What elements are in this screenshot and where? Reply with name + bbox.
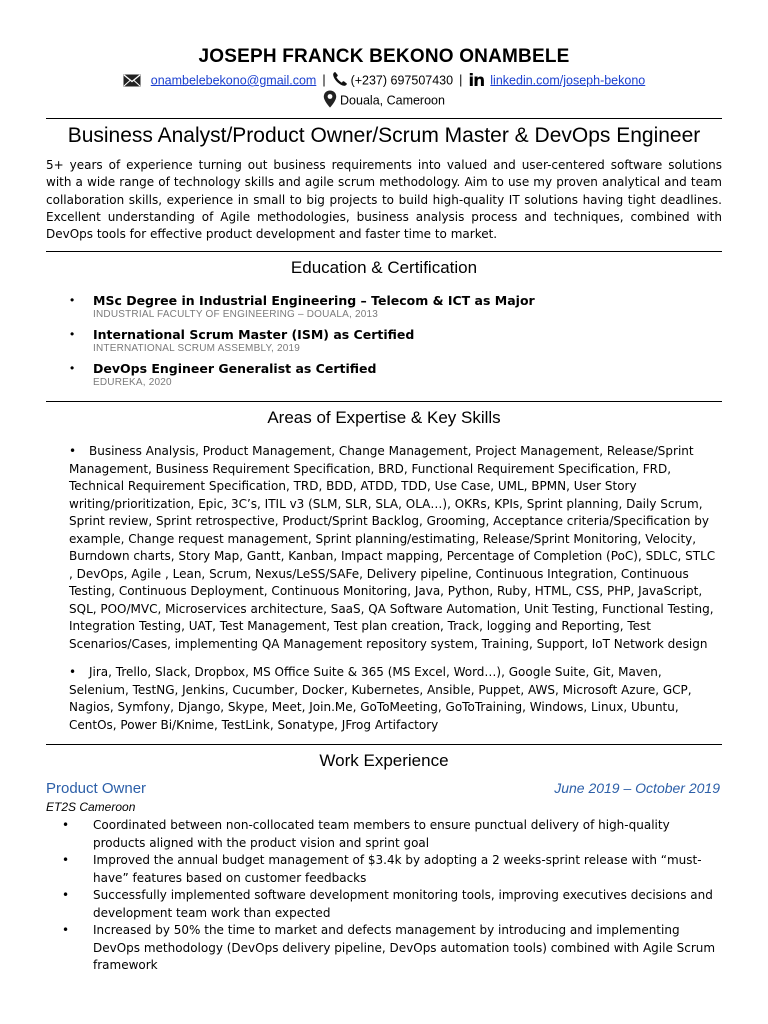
linkedin-icon: in (468, 71, 485, 91)
education-institution: INDUSTRIAL FACULTY OF ENGINEERING – DOUALA, 2013 (93, 309, 379, 320)
list-item (62, 887, 722, 922)
skills-text: Business Analysis, Product Management, Change Management, Project Management, Release/Sprint Management, Business Requirement Specification, BRD, Functional Requirement Specification, FRD, Technical Requirement Specification, TRD, BDD, ATDD, TDD, Use Case, UML, BPMN, User Story writing/prioritization, Epic, 3C’s, ITIL v3 (SLM, SLR, SLA, OLA…), OKRs, KPIs, Sprint planning, Daily Scrum, Sprint review, Sprint retrospective, Product/Sprint Backlog, Grooming, Acceptance criteria/Specification by example, Change request management, Sprint planning/estimating, Release/Sprint Monitoring, Velocity, Burndown charts, Story Map, Gantt, Kanban, Impact mapping, Percentage of Completion (PoC), SDLC, STLC , DevOps, Agile , Lean, Scrum, Nexus/LeSS/SAFe, Delivery pipeline, Continuous Integration, Continuous Testing, Continuous Deployment, Continuous Monitoring, Java, Python, Ruby, HTML, CSS, PHP, JavaScript, SQL, POO/MVC, Microservices architecture, SaaS, QA Software Automation, Unit Testing, Functional Testing, Integration Testing, UAT, Test Management, Test plan creation, Track, logging and Reporting, Test Scenarios/Cases, implementing QA Management repository system, Training, Support, IoT Network design (69, 444, 716, 651)
skills-paragraph (69, 664, 719, 734)
education-institution: INTERNATIONAL SCRUM ASSEMBLY, 2019 (93, 343, 301, 354)
bullet: • (70, 293, 75, 307)
envelope-icon (123, 74, 141, 87)
bullet: • (70, 361, 75, 375)
location-text: Douala, Cameroon (340, 93, 445, 108)
skills-text: Jira, Trello, Slack, Dropbox, MS Office Suite & 365 (MS Excel, Word…), Google Suite, Git, Maven, Selenium, TestNG, Jenkins, Cucumber, Docker, Kubernetes, Ansible, Puppet, AWS, Microsoft Azure, GCP, Nagios, Symfony, Django, Skype, Meet, Join.Me, GoToMeeting, GoToTraining, Windows, Linux, Ubuntu, CentOs, Power Bi/Knime, TestLink, Sonatype, JFrog Artifactory (69, 665, 692, 732)
contact-separator: | (322, 73, 326, 88)
divider (46, 401, 722, 402)
location-line (0, 92, 768, 110)
job-dates: June 2019 – October 2019 (554, 780, 720, 796)
phone-icon (332, 71, 348, 87)
divider (46, 251, 722, 252)
bullet: • (62, 818, 70, 832)
email-link[interactable]: onambelebekono@gmail.com (150, 73, 317, 88)
duty-text: Successfully implemented software development monitoring tools, improving executives decisions and development team work than expected (93, 888, 713, 920)
candidate-name: JOSEPH FRANCK BEKONO ONAMBELE (198, 46, 570, 67)
company-name: ET2S Cameroon (46, 800, 136, 814)
list-item (62, 817, 722, 852)
experience-section-title: Work Experience (319, 751, 449, 770)
divider (46, 744, 722, 745)
contact-separator: | (459, 73, 463, 88)
education-item (70, 327, 710, 361)
education-institution: EDUREKA, 2020 (93, 377, 172, 388)
bullet: • (62, 853, 70, 867)
education-title: MSc Degree in Industrial Engineering – Telecom & ICT as Major (93, 293, 535, 308)
duty-text: Coordinated between non-collocated team members to ensure punctual delivery of high-quality products aligned with the product vision and sprint goal (93, 818, 670, 850)
skills-section-title: Areas of Expertise & Key Skills (267, 408, 501, 427)
bullet: • (62, 923, 70, 937)
linkedin-link[interactable]: linkedin.com/joseph-bekono (490, 73, 646, 88)
list-item (62, 922, 722, 975)
skills-paragraph (69, 443, 719, 653)
bullet: • (70, 327, 75, 341)
job-duties-list (62, 817, 722, 975)
job-title: Product Owner (46, 780, 147, 797)
bullet: • (69, 665, 77, 679)
map-pin-icon (323, 90, 337, 108)
divider (46, 118, 722, 119)
education-item (70, 293, 710, 327)
skills-list (69, 443, 719, 734)
education-section-title: Education & Certification (290, 258, 478, 277)
education-title: International Scrum Master (ISM) as Certified (93, 327, 415, 342)
education-title: DevOps Engineer Generalist as Certified (93, 361, 377, 376)
bullet: • (62, 888, 70, 902)
contact-line (0, 71, 768, 91)
duty-text: Increased by 50% the time to market and defects management by introducing and implementing DevOps methodology (DevOps delivery pipeline, DevOps automation tools) combined with Agile Scrum framework (93, 923, 716, 972)
education-list (70, 293, 710, 395)
summary-paragraph: 5+ years of experience turning out business requirements into valued and user-centered software solutions with a wide range of technology skills and agile scrum methodology. Aim to use my proven analytical and team collaboration skills, experience in small to big projects to build high-quality IT solutions having tight deadlines. Excellent understanding of Agile methodologies, business analysis process and techniques, combined with DevOps tools for effective product development and faster time to market. (46, 158, 722, 242)
education-item (70, 361, 710, 395)
phone-number: (+237) 697507430 (350, 73, 454, 88)
bullet: • (69, 444, 77, 458)
list-item (62, 852, 722, 887)
headline: Business Analyst/Product Owner/Scrum Master & DevOps Engineer (67, 124, 701, 147)
duty-text: Improved the annual budget management of $3.4k by adopting a 2 weeks-sprint release with “must-have” features based on customer feedbacks (93, 853, 702, 885)
